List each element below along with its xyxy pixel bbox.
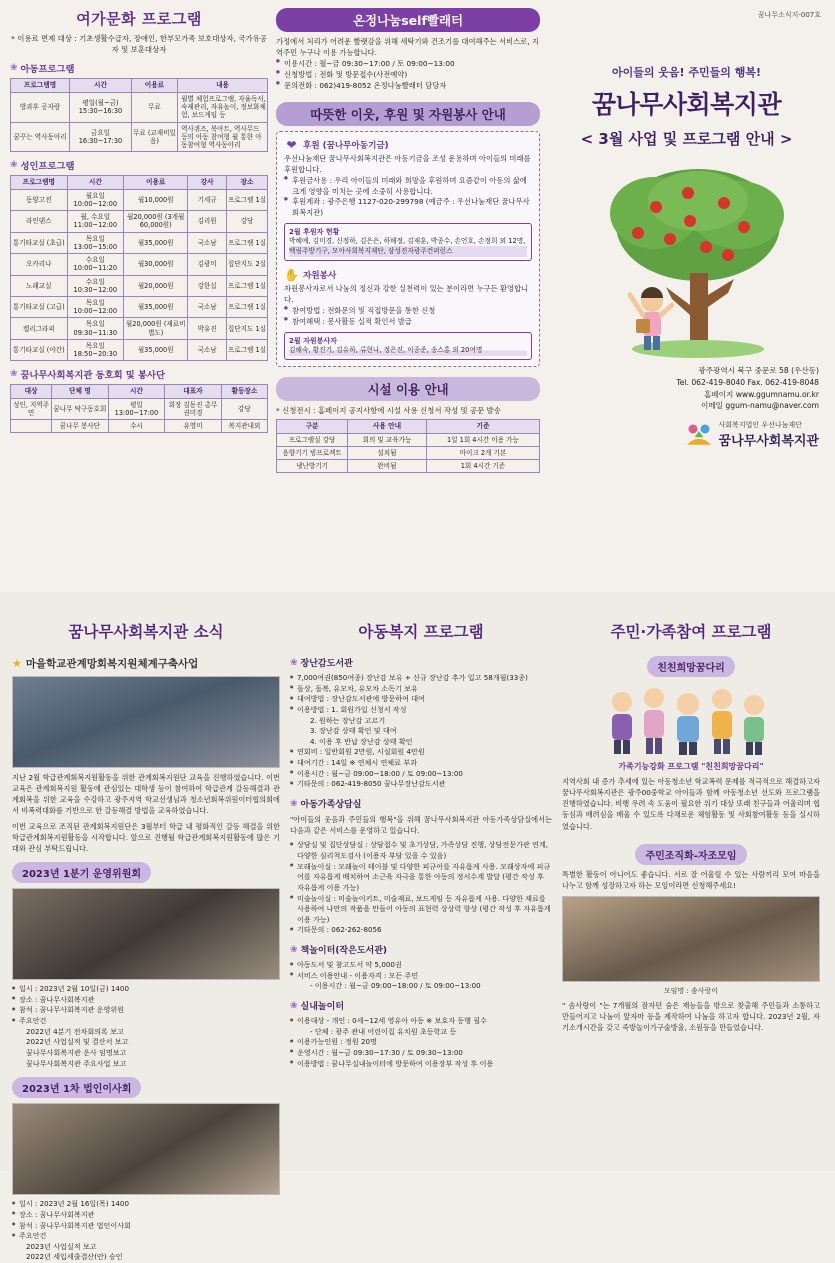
cell: 월20,000원 (3개월60,000원) [124, 211, 188, 232]
child-figure [630, 287, 672, 350]
cell [11, 420, 52, 433]
list-item: 4. 이용 후 반납 장난감 상태 확인 [310, 736, 413, 746]
cell: 국소남 [188, 232, 227, 253]
cell: 목요일 10:00~12:00 [67, 296, 124, 317]
table-header-row [11, 385, 268, 398]
list-item: 2023년 사업실적 보고 [26, 1241, 97, 1251]
list-item: ● 신청방법 : 전화 및 방문접수(사전예약) [276, 70, 540, 81]
list-item: ● 운영시간 : 월~금 09:30~17:30 / 토 09:30~13:00 [290, 1048, 552, 1059]
list-item: ● 문의전화 : 062)419-8052 온정나눔빨래터 담당자 [276, 81, 540, 92]
org-logo [548, 420, 825, 449]
list-item: 2. 원하는 장난감 고르기 [310, 715, 386, 725]
cell: 음향기기 빔프로젝트 [277, 446, 348, 459]
cell: 기세규 [188, 189, 227, 210]
child-program-label: 아동프로그램 [20, 64, 75, 76]
club-table [10, 384, 268, 433]
col-header: 활동장소 [221, 385, 267, 398]
prog2-band-wrap [562, 844, 820, 865]
cell: 월30,000원 [124, 254, 188, 275]
cell: 꿈꾸는 역사동아리 [11, 122, 70, 152]
list-item: ● 이용시간 : 월~금 09:00~18:00 / 토 09:00~13:00 [290, 769, 552, 780]
cell: 수시 [108, 420, 165, 433]
laundry-title: 온정나눔self빨래터 [276, 8, 540, 32]
list-item: ● 돌상, 돌복, 유모차, 유모차 소독기 보유 [290, 684, 552, 695]
cell: 오카리나 [11, 254, 68, 275]
col-header: 대상 [11, 385, 52, 398]
list-item: ● 참석 : 꿈나무사회복지관 운영위원 [12, 1005, 280, 1016]
facility-note: * 신청전시 : 홈페이지 공지사항에 시설 사용 신청서 작성 및 공문 발송 [276, 405, 501, 415]
table-row [277, 433, 540, 446]
col-header: 사용 안내 [348, 420, 427, 433]
table-row [11, 189, 268, 210]
cell: 무료 (교재비있음) [131, 122, 177, 152]
list-item: ● 참여방법 : 전화문의 및 직접방문을 통한 신청 [284, 306, 532, 317]
col-header: 시간 [70, 79, 132, 92]
sponsor-list [284, 176, 532, 220]
cell: 강당 [221, 398, 267, 419]
indoor-playground-list [290, 1016, 552, 1069]
volunteer-desc: 자원봉사자로서 나눔의 정신과 강한 실천력이 있는 분이라면 누구든 환영합니다. [284, 283, 529, 304]
col-header: 이용료 [124, 176, 188, 189]
star-icon: ★ [12, 657, 22, 670]
donate-box [276, 131, 540, 367]
list-item: ● 장소 : 꿈나무사회복지관 [12, 1210, 280, 1221]
volunteer-label: 자원봉사 [303, 270, 337, 281]
table-header-row [11, 79, 268, 92]
cell: 성인, 지역주민 [11, 398, 52, 419]
flower-icon: ❀ [290, 944, 298, 955]
list-item: - 이용시간 : 월~금 09:00~18:00 / 토 09:00~13:00 [310, 981, 481, 991]
col-header: 이용료 [131, 79, 177, 92]
feb-volunteer-box [284, 332, 532, 360]
list-item: 3. 장난감 상태 확인 및 대여 [310, 726, 397, 736]
cell: 목요일 18:50~20:30 [67, 339, 124, 360]
cell: 1일 1회 4시간 이용 가능 [426, 433, 539, 446]
cell: 완비됨 [348, 460, 427, 473]
table-row [11, 420, 268, 433]
col-header: 구분 [277, 420, 348, 433]
list-item: ● 후원금사용 : 우리 아이들의 미래와 희망을 후원하며 요즘같이 아동의 삶에 크게 영향을 미치는 곳에 소중히 사용합니다. [284, 176, 532, 198]
cell: 마이크 2개 기본 [426, 446, 539, 459]
list-item: 2022년 4분기 전차회의록 보고 [26, 1026, 124, 1036]
list-item: ● 아동도서 및 참고도서 약 5,000권 [290, 960, 552, 971]
cell: 꿈나무 탁구동호회 [52, 398, 109, 419]
list-item: ● 주요안건 [12, 1231, 280, 1242]
sponsor-heading [284, 138, 532, 152]
col-header: 프로그램명 [11, 176, 68, 189]
list-item: ● 장소 : 꿈나무사회복지관 [12, 995, 280, 1006]
cell: 방과후 공자람 [11, 92, 70, 122]
news2-photo [12, 888, 280, 980]
cell: 복지관내외 [221, 420, 267, 433]
table-row [11, 92, 268, 122]
doc-code: 꿈나무소식지-007호 [757, 11, 821, 19]
col-header: 대표자 [165, 385, 222, 398]
list-item: - 단체 : 광주 관내 어린이집 유치원 초등학교 등 [310, 1026, 457, 1036]
cell: 프로그램 1실 [226, 339, 267, 360]
counsel-list [290, 840, 552, 936]
feb-sponsor-names: 박혜예, 김미경, 신정하, 김은은, 하해정, 김재훈, 박종수, 손언호, 손정희 외 12명, 백림주방기구, 모아사회복지재단, 삼성전자광주컨퍼런스 [289, 237, 526, 256]
flower-icon: ❀ [290, 798, 298, 809]
facility-title: 시설 이용 안내 [276, 377, 540, 401]
list-item: 2022년 세입세출결산(안) 승인 [26, 1252, 123, 1262]
cell: 집단지도 2실 [226, 254, 267, 275]
cell: 국소남 [188, 296, 227, 317]
cell: 월20,000원 [124, 275, 188, 296]
cell: 라인댄스 [11, 211, 68, 232]
col-header: 내용 [178, 79, 268, 92]
col-header: 단체 명 [52, 385, 109, 398]
services-column [276, 8, 540, 584]
cell: 프로그램 1실 [226, 232, 267, 253]
table-row [277, 446, 540, 459]
tree-illustration [548, 155, 825, 365]
list-item: ● 이용가능인원 : 정원 20명 [290, 1037, 552, 1048]
list-item: ● 서비스 이용안내 - 이용자격 : 모든 주민 [290, 971, 552, 982]
news1-photo [12, 676, 280, 768]
resident-program-title: 주민·가족참여 프로그램 [610, 623, 772, 641]
col-header: 기준 [426, 420, 539, 433]
toy-library-label: 장난감도서관 [300, 659, 353, 669]
address-line: 광주광역시 북구 중문로 58 (우산동) [698, 366, 819, 375]
cell: 강당 [226, 211, 267, 232]
prog2-body2: " 솜사랑이 "는 7개월의 잠자던 숨은 재능들을 밖으로 찾출해 주민들과 소통하고 만들어지고 나눔이 앞자마 등을 제작하여 나눔을 하고자 합니다. 2023년 2월, 자기소개시간을 갖고 죽방놀이가구술방울, 소원등을 만들었습니다. [562, 1001, 820, 1033]
brand-subtitle: < 3월 사업 및 프로그램 안내 > [580, 130, 793, 148]
list-item: ● 연회비 : 일반회원 2만원, 시설회원 4만원 [290, 747, 552, 758]
prog1-caption: 가족기능강화 프로그램 "친친희망꿈다리" [618, 762, 764, 771]
indoor-playground-heading [290, 999, 552, 1012]
donate-title: 따뜻한 이웃, 후원 및 자원봉사 안내 [276, 102, 540, 126]
cell: 집단지도 1실 [226, 318, 267, 339]
prog1-body: 지역사회 내 증가 추세에 있는 아동청소년 학교폭력 문제를 적극적으로 해결하고자 꿈나무사회복지관은 광주00중학교 아이들과 함께 아동청소년 선도와 프로그램을 진행하였습니다. 비행 우려 속 도움이 필요한 위기 대상 또래 친구들과 어울리며 협동심과 배려심을 배울 수 있도록 다채로운 체험활동 및 사회참여활동 등을 실시하였습니다. [562, 777, 820, 831]
cell: 금요일 16:30~17:30 [70, 122, 132, 152]
cell: 월35,000원 [124, 339, 188, 360]
cell: 강한십 [188, 275, 227, 296]
news3-band-wrap [12, 1077, 280, 1098]
brochure-front [0, 0, 835, 592]
cell: 박유진 [188, 318, 227, 339]
list-item: ● 상담실 및 집단상담실 : 상담접수 및 초기상담, 가족상담 진행, 상담전문가관 연계, 다양한 심리척도검사 (이용자 부담 있을 수 있음) [290, 840, 552, 861]
cell: 수요일 10:30~12:00 [67, 275, 124, 296]
news3-heading: 2023년 1차 법인이사회 [12, 1077, 141, 1098]
adult-program-label: 성인프로그램 [20, 161, 75, 173]
cell: 평일(월~금) 15:30~16:30 [70, 92, 132, 122]
list-item: ● 대여방법 : 장난감도서관에 방문하여 대여 [290, 694, 552, 705]
list-item: ● 후원계좌 : 광주은행 1127-020-299798 (예금주 : 우선나눔재단 꿈나무사회복지관) [284, 197, 532, 219]
cell: 월별 체험프로그램, 자율독서, 숙제관리, 자유놀이, 정보화체험, 보드게임 등 [178, 92, 268, 122]
table-row [11, 275, 268, 296]
counsel-label: 아동가족상담실 [300, 800, 362, 811]
prog1-heading: 친친희망꿈다리 [647, 656, 735, 677]
news1-heading [12, 656, 280, 671]
address-line: 홈페이지 www.ggumnamu.or.kr [703, 389, 819, 399]
cell: 월, 수요일 11:00~12:00 [67, 211, 124, 232]
news1-body1: 지난 2월 학급관계회복지원활동을 위한 관계회복지원단 교육을 진행하였습니다. 이번 교육은 관계회복지원 활동에 관심있는 대학생 등이 참여하여 학급관계 갈등해결과 관계회복을 위한 교육을 수강하고 광주지역 학교선생님과 청소년회복위원이터협의회에서 비폭력대화를 기반으로 한 갈등해결 방법을 교육하였습니다. [12, 773, 280, 816]
news-title: 꿈나무사회복지관 소식 [68, 623, 224, 641]
flower-icon: ❀ [10, 63, 18, 74]
flower-icon: ❀ [10, 160, 18, 171]
cell: 월35,000원 [124, 296, 188, 317]
cell: 통기타교실 (초급) [11, 232, 68, 253]
toy-library-heading [290, 656, 552, 669]
cell: 통기타교실 (고급) [11, 296, 68, 317]
feb-volunteer-names: 김혜숙, 황진기, 김유하, 류현나, 정은진, 이종준, 송스홍 외 20여명 [289, 346, 527, 356]
laundry-list [276, 59, 540, 92]
news1-heading-text: 마을학교관계망회복지원체계구축사업 [25, 658, 199, 670]
cell: 노래교실 [11, 275, 68, 296]
news2-heading: 2023년 1분기 운영위원회 [12, 862, 151, 883]
volunteer-list [284, 306, 532, 328]
table-row [11, 211, 268, 232]
list-item: ● 일시 : 2023년 2월 16일(목) 1400 [12, 1199, 280, 1210]
laundry-desc: 가정에서 처리가 어려운 빨랫감을 위해 세탁기와 건조기를 대여해주는 서비스로, 지역주민 누구나 이용 가능합니다. [276, 37, 539, 57]
list-item: ● 이용방법 : 1. 회원가입 신청서 작성 [290, 705, 552, 716]
cell: 김리원 [188, 211, 227, 232]
list-item: ● 7,000여권(850여종) 장난감 보유 + 신규 장난감 추가 입고 58개월(33종) [290, 673, 552, 684]
sponsor-desc: 우선나눔재단 꿈나무사회복지관은 아동기금을 조성 운용하며 아이들의 미래를 후원합니다. [284, 153, 531, 174]
list-item: ● 이용시간 : 월~금 09:30~17:00 / 토 09:00~13:00 [276, 59, 540, 70]
foundation-logo-icon [684, 422, 714, 448]
col-header: 시간 [108, 385, 165, 398]
table-row [11, 398, 268, 419]
leisure-column [10, 8, 268, 584]
helping-hand-icon: ✋ [284, 267, 300, 282]
book-playground-label: 책놀이터(작은도서관) [300, 946, 388, 957]
list-item: ● 주요안건 [12, 1016, 280, 1027]
news2-list [12, 984, 280, 1069]
cell: 캘리그라피 [11, 318, 68, 339]
feb-sponsor-box [284, 223, 532, 261]
list-item: ● 기타문의 : 062-419-8050 꿈나무장난감도서관 [290, 779, 552, 790]
cell: 역사퀴즈, 북아트, 역사무드 등의 아동 참여형 월 통한 아동참여형 역사동아리 [178, 122, 268, 152]
news-column [12, 602, 280, 1262]
cover-column [548, 8, 825, 584]
adult-program-heading [10, 158, 268, 172]
list-item: ● 참석 : 꿈나무사회복지관 법인이사회 [12, 1221, 280, 1232]
col-header: 프로그램명 [11, 79, 70, 92]
adult-program-table [10, 175, 268, 361]
cell: 국소남 [188, 339, 227, 360]
table-row [11, 232, 268, 253]
feb-volunteer-title: 2월 자원봉사자 [289, 336, 337, 345]
list-item: ● 모래놀이실 : 모래놀이 테이블 및 다양한 피규어를 자유롭게 사용. 모래상자에 피규어를 자유롭게 배치하여 소근육 자극을 통한 아동의 정서수계 발달 (평간 작성 후 자유롭게 이용 가능) [290, 862, 552, 894]
cell: 통기타교실 (야간) [11, 339, 68, 360]
child-welfare-title: 아동복지 프로그램 [358, 623, 484, 641]
list-item: ● 일시 : 2023년 2월 10일(금) 1400 [12, 984, 280, 995]
logo-big-text: 꿈나무사회복지관 [718, 434, 819, 450]
col-header: 시간 [67, 176, 124, 189]
table-header-row [11, 176, 268, 189]
table-row [11, 122, 268, 152]
brand-name: 꿈나무사회복지관 [591, 90, 782, 119]
brochure-inside [0, 592, 835, 1262]
cell: 목요일 13:00~15:00 [67, 232, 124, 253]
news1-body2: 이번 교육으로 조직된 관계회복지원단은 3월부터 학급 내 평화적인 갈등 해결을 위한 학급관계회복지원활동을 시작합니다. 앞으로 진행될 학급관계회복지원활동에 많은 기대와 관심 부탁드립니다. [12, 821, 280, 853]
child-welfare-column [290, 602, 552, 1161]
col-header: 장소 [226, 176, 267, 189]
leisure-title: 여가문화 프로그램 [76, 10, 202, 28]
flower-icon: ❀ [10, 369, 18, 380]
facility-table [276, 419, 540, 473]
book-playground-list [290, 960, 552, 992]
volunteer-heading [284, 268, 532, 282]
cell: 월요일 10:00~12:00 [67, 189, 124, 210]
cell: 유영미 [165, 420, 222, 433]
heart-hands-icon: ❤ [286, 137, 297, 152]
apple-tree-graphic [548, 155, 825, 365]
cell: 회의 및 교육가능 [348, 433, 427, 446]
news3-photo [12, 1103, 280, 1195]
cell: 김광미 [188, 254, 227, 275]
cell: 평일 13:00~17:00 [108, 398, 165, 419]
cell: 설치됨 [348, 446, 427, 459]
list-item: 2022년 사업실적 및 결산서 보고 [26, 1037, 129, 1047]
address-block [548, 365, 825, 412]
cell: 월20,000원 (재료비별도) [124, 318, 188, 339]
flower-icon: ❀ [290, 657, 298, 668]
cell: 무료 [131, 92, 177, 122]
cell: 냉난방기기 [277, 460, 348, 473]
cell: 월35,000원 [124, 232, 188, 253]
table-row [277, 460, 540, 473]
table-header-row [277, 420, 540, 433]
toy-library-list [290, 673, 552, 790]
list-item: ● 미술놀이실 : 미술놀이키트, 미술재료, 보드게임 등 자유롭게 사용. 다양한 재료를 사용하여 나만의 작품을 만들어 아동의 표현력 상상력 향상 (평간 작성 후 자유롭게 이용 가능) [290, 894, 552, 926]
news3-list [12, 1199, 280, 1263]
brand-tagline: 아이들의 웃음! 주민들의 행복! [611, 66, 762, 79]
table-row [11, 339, 268, 360]
address-line: Tel. 062-419-8040 Fax. 062-419-8048 [676, 377, 819, 387]
cell: 수요일 10:00~11:20 [67, 254, 124, 275]
cell: 프로그램 1실 [226, 296, 267, 317]
table-row [11, 296, 268, 317]
club-heading [10, 367, 268, 381]
cell: 목요일 09:30~11:30 [67, 318, 124, 339]
prog2-photo [562, 896, 820, 982]
cell: 프로그램 1실 [226, 275, 267, 296]
brand-block [548, 64, 825, 149]
counsel-intro: "아이들의 웃음과 주민들의 행복"을 위해 꿈나무사회복지관 아동가족상담실에서는 다음과 같은 서비스를 운영하고 있습니다. [290, 815, 552, 836]
feb-sponsor-title: 2월 후원자 현황 [289, 228, 340, 237]
children-group-graphic [562, 680, 820, 758]
club-label: 꿈나무사회복지관 동호회 및 봉사단 [20, 370, 165, 382]
prog2-photo-caption: 모임명 : 솜사랑이 [663, 987, 719, 996]
cell: 회장 김동진 총무 권미경 [165, 398, 222, 419]
prog1-band-wrap [562, 656, 820, 677]
prog2-heading: 주민조직화-자조모임 [635, 844, 746, 865]
cell: 동양고전 [11, 189, 68, 210]
leisure-note: * 이용료 면제 대상 : 기초생활수급자, 장애인, 한부모가족 보호대상자, 국가유공자 및 보훈대상자 [11, 34, 267, 54]
flower-icon: ❀ [290, 1000, 298, 1011]
cell: 월10,000원 [124, 189, 188, 210]
counsel-heading [290, 797, 552, 810]
list-item: 꿈나무사회복지관 운사 임명보고 [26, 1047, 127, 1057]
table-row [11, 318, 268, 339]
list-item: ● 이용방법 : 꿈나무실내놀이터에 방문하여 이용장부 작성 후 이용 [290, 1059, 552, 1070]
list-item: ● 기타문의 : 062-262-8056 [290, 925, 552, 936]
news2-band-wrap [12, 862, 280, 883]
list-item: ● 참여혜택 : 봉사활동 실적 확인서 발급 [284, 317, 532, 328]
resident-program-column [562, 602, 820, 1161]
address-line: 이메일 ggum-namu@naver.com [701, 401, 819, 411]
cell: 1회 4시간 기준 [426, 460, 539, 473]
list-item: ● 이용대상 - 개인 : 0세~12세 영유아 아동 ※ 보호자 동행 필수 [290, 1016, 552, 1027]
cell: 꿈나무 봉사단 [52, 420, 109, 433]
cell: 프로그램 1실 [226, 189, 267, 210]
book-playground-heading [290, 943, 552, 956]
child-program-table [10, 78, 268, 152]
prog1-illustration [562, 680, 820, 758]
logo-small-text: 사회복지법인 우선나눔재단 [718, 421, 802, 430]
cell: 프로그램실 강당 [277, 433, 348, 446]
list-item: 꿈나무사회복지관 주요사업 보고 [26, 1058, 127, 1068]
table-row [11, 254, 268, 275]
child-program-heading [10, 61, 268, 75]
prog2-body: 특별한 활동이 아니어도 좋습니다. 서로 잘 어울릴 수 있는 사람끼리 모여 마음을 나누고 함께 성장하고자 하는 모임이라면 신청해주세요! [562, 869, 820, 890]
list-item: ● 대여기간 : 14일 ※ 연체시 연체료 부과 [290, 758, 552, 769]
indoor-playground-label: 실내놀이터 [300, 1002, 345, 1013]
sponsor-label: 후원 (꿈나무아동기금) [303, 140, 389, 151]
col-header: 강사 [188, 176, 227, 189]
